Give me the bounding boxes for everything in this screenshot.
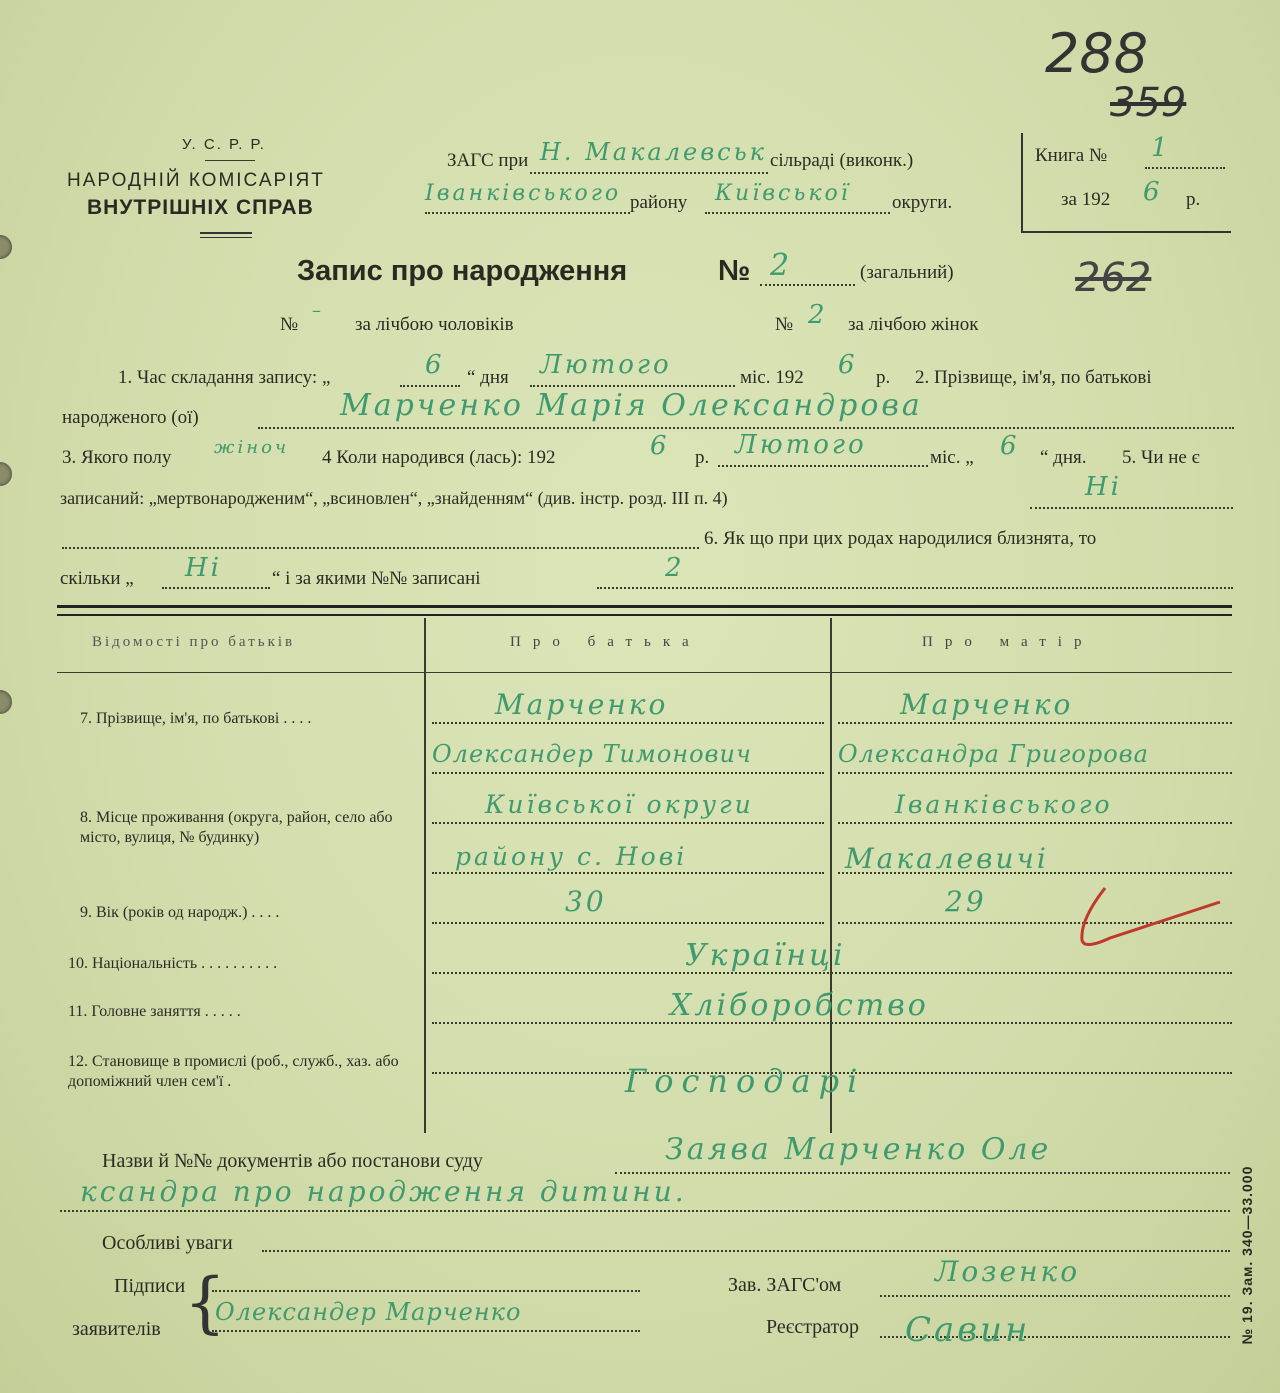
f4-month-suffix: міс. „ [930,447,974,468]
print-mark: № 19. Зам. 340—33.000 [1239,1165,1255,1345]
district-suffix: району [630,192,688,213]
red-check-mark [1070,880,1230,960]
registrar-signature: Савин [905,1310,1031,1350]
docs-label: Назви й №№ документів або постанови суду [102,1150,483,1172]
male-count: – [312,300,324,321]
child-name: Марченко Марія Олександрова [340,388,923,423]
row-label-status: 12. Становище в промислі (роб., служб., хаз. або допоміжний член сем'ї . [68,1053,399,1090]
docs-value-line1: Заява Марченко Оле [665,1132,1052,1167]
binder-hole [0,462,12,486]
f4-day: 6 [1000,431,1020,461]
record-number: 2 [770,248,793,283]
book-year-suffix: р. [1186,189,1201,210]
brace-decoration: { [184,1264,226,1341]
commissariat-line1: НАРОДНІЙ КОМІСАРІЯТ [67,170,325,191]
mother-residence-1: Іванківського [895,790,1113,819]
f5-label: 5. Чи не є [1122,447,1200,468]
f4-year-suffix: р. [695,447,710,468]
book-year-label: за 192 [1061,189,1111,210]
title-general: (загальний) [860,262,954,283]
f4-month: Лютого [735,430,867,460]
father-residence-1: Київської округи [485,790,754,819]
f1-day: 6 [425,350,445,380]
occupation-value: Хліборобство [670,988,929,1023]
twins-count: Ні [185,553,222,583]
archive-number-crossed: 262 [1075,255,1152,301]
zags-head-label: Зав. ЗАГС'ом [728,1274,842,1296]
okrug-suffix: округи. [892,192,953,213]
row-label-residence: 8. Місце проживання (округа, район, село або місто, вулиця, № будинку) [80,809,393,846]
row-label-name: 7. Прізвище, ім'я, по батькові . . . . [80,710,312,727]
row-label-nationality: 10. Національність . . . . . . . . . . [68,955,278,972]
f5-value: Ні [1085,472,1122,502]
table-top-rule [57,605,1232,616]
binder-hole [0,235,12,259]
applicant-signature: Олександер Марченко [215,1298,522,1326]
twins-numbers: 2 [665,553,685,583]
status-value: Господарі [625,1062,866,1100]
docs-value-line2: ксандра про народження дитини. [80,1175,687,1208]
nationality-value: Українці [685,938,846,973]
signatures-label: Підписи [114,1275,186,1297]
row-label-occupation: 11. Головне заняття . . . . . [68,1003,241,1020]
district-value: Іванківського [425,181,622,206]
mother-age: 29 [945,885,987,918]
book-label: Книга № [1035,145,1108,166]
f4-day-suffix: “ дня. [1040,447,1087,468]
commissariat-line2: ВНУТРІШНІХ СПРАВ [87,196,314,219]
header-father: Про батька [510,634,701,650]
mother-name: Олександра Григорова [838,740,1149,768]
f1-month-suffix: міс. 192 [740,367,804,388]
remarks-label: Особливі уваги [102,1232,233,1254]
book-box [1021,133,1231,233]
archive-number-crossed: 359 [1110,80,1187,126]
row-label-age: 9. Вік (років од народж.) . . . . [80,904,280,921]
header-parents-info: Відомості про батьків [92,634,296,650]
binder-hole [0,690,12,714]
f3-label: 3. Якого полу [62,447,172,468]
zags-prefix: ЗАГС при [447,150,529,171]
male-count-label: за лічбою чоловіків [355,314,514,335]
document-title: Запис про народження [297,255,628,287]
zags-head-signature: Лозенко [935,1255,1081,1288]
mother-residence-2: Макалевичі [845,842,1049,875]
book-number: 1 [1151,133,1171,163]
mother-surname: Марченко [900,688,1074,721]
title-no-label: № [718,255,751,287]
father-surname: Марченко [495,688,669,721]
council-value: Н. Макалевськ [540,138,768,166]
book-year: 6 [1143,177,1163,207]
father-name: Олександер Тимонович [432,740,752,768]
f6-label3: “ і за якими №№ записані [272,568,481,589]
okrug-value: Київської [715,181,851,206]
f2-label: 2. Прізвище, ім'я, по батькові [915,367,1152,388]
f1-year-suffix: р. [876,367,891,388]
sex-value: жіноч [214,437,290,458]
female-no-label: № [775,314,794,335]
registrar-label: Реєстратор [766,1316,860,1338]
council-suffix: сільраді (виконк.) [770,150,914,171]
f1-label: 1. Час складання запису: „ [118,367,331,388]
republic-label: У. С. Р. Р. [182,136,266,153]
f4-label: 4 Коли народився (лась): 192 [322,447,556,468]
header-mother: Про матір [922,634,1094,650]
f4-year: 6 [650,431,670,461]
male-no-label: № [280,314,299,335]
f6-label: 6. Як що при цих родах народилися близнята, то [704,528,1097,549]
archive-number: 288 [1045,22,1149,85]
applicants-label: заявителів [72,1318,161,1340]
female-count: 2 [808,300,828,330]
f5-label2: записаний: „мертвонародженим“, „всиновлен“, „знайденням“ (див. інстр. розд. III п. 4) [60,488,728,508]
f1-month: Лютого [540,350,672,380]
f2-label2: народженого (ої) [62,407,199,428]
female-count-label: за лічбою жінок [848,314,979,335]
f1-year: 6 [838,350,858,380]
father-residence-2: району с. Нові [455,842,688,871]
f1-day-suffix: “ дня [467,367,509,388]
father-age: 30 [565,885,607,918]
f6-label2: скільки „ [60,568,134,589]
